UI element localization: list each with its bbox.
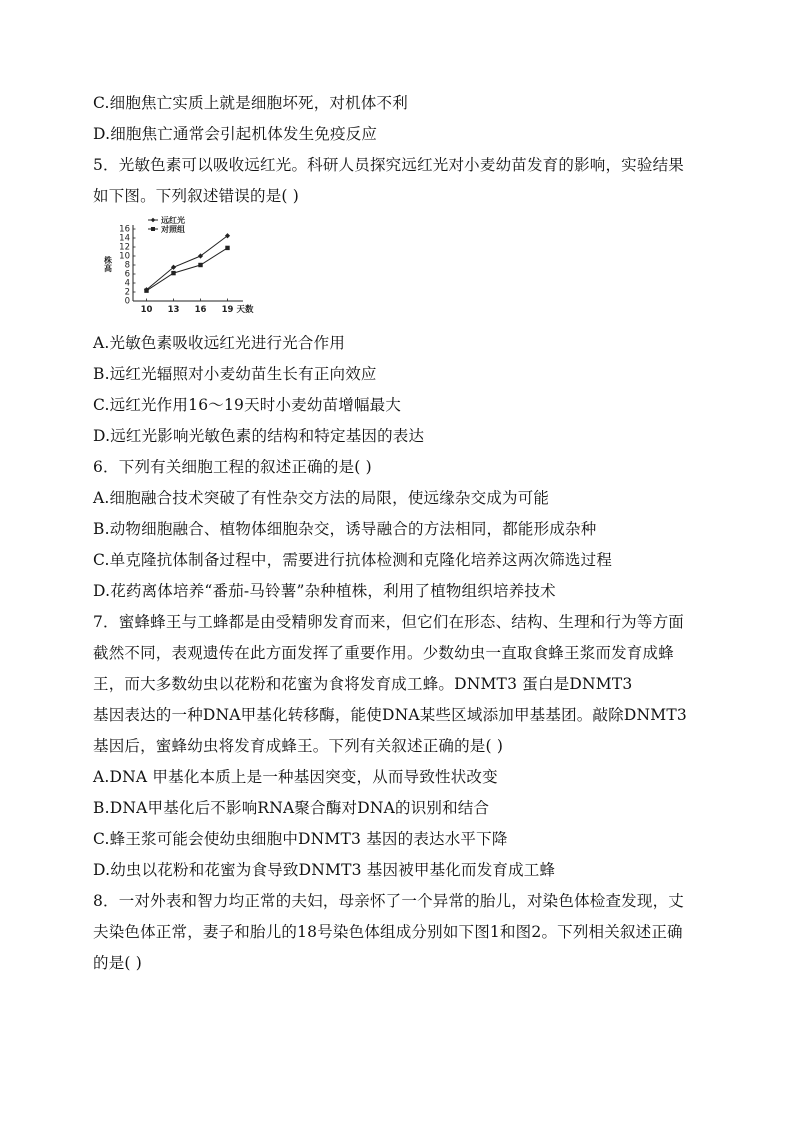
- option-5d: D.远红光影响光敏色素的结构和特定基因的表达: [93, 427, 425, 445]
- option-6a: A.细胞融合技术突破了有性杂交方法的局限，使远缘杂交成为可能: [93, 489, 550, 507]
- growth-chart-svg: [103, 214, 263, 327]
- option-7d: D.幼虫以花粉和花蜜为食导致DNMT3 基因被甲基化而发育成工蜂: [93, 861, 556, 879]
- growth-chart: [93, 214, 713, 327]
- question-5-stem: 5．光敏色素可以吸收远红光。科研人员探究远红光对小麦幼苗发育的影响，实验结果: [93, 156, 684, 174]
- question-7-stem-3: 王，而大多数幼虫以花粉和花蜜为食将发育成工蜂。DNMT3 蛋白是DNMT3: [93, 675, 633, 693]
- series-line-0: [147, 236, 228, 290]
- question-8-stem: 8．一对外表和智力均正常的夫妇，母亲怀了一个异常的胎儿，对染色体检查发现，丈: [93, 892, 684, 910]
- legend-marker-control: [151, 227, 155, 231]
- option-7c: C.蜂王浆可能会使幼虫细胞中DNMT3 基因的表达水平下降: [93, 830, 508, 848]
- x-tick-label: 19: [221, 305, 234, 315]
- legend-label-1: 对照组: [161, 225, 185, 234]
- data-point-control: [144, 288, 148, 292]
- option-5c: C.远红光作用16～19天时小麦幼苗增幅最大: [93, 396, 402, 414]
- question-7-stem: 7．蜜蜂蜂王与工蜂都是由受精卵发育而来，但它们在形态、结构、生理和行为等方面: [93, 613, 684, 631]
- y-tick-label: 10: [119, 251, 130, 262]
- option-4d: D.细胞焦亡通常会引起机体发生免疫反应: [93, 125, 378, 143]
- y-tick-label: 14: [119, 233, 130, 244]
- question-7-stem-5: 基因后，蜜蜂幼虫将发育成蜂王。下列有关叙述正确的是( ): [93, 737, 504, 755]
- y-axis-label: 株高: [103, 256, 113, 272]
- question-page: [93, 88, 713, 979]
- question-8-stem-3: 的是( ): [93, 954, 143, 972]
- option-5a: A.光敏色素吸收远红光进行光合作用: [93, 334, 346, 352]
- y-tick-label: 2: [124, 287, 130, 298]
- option-6d: D.花药离体培养“番茄-马铃薯”杂种植株，利用了植物组织培养技术: [93, 582, 556, 600]
- x-tick-label: 10: [140, 305, 153, 315]
- option-5b: B.远红光辐照对小麦幼苗生长有正向效应: [93, 365, 377, 383]
- question-6-stem: 6．下列有关细胞工程的叙述正确的是( ): [93, 458, 372, 476]
- option-4c: C.细胞焦亡实质上就是细胞坏死，对机体不利: [93, 94, 408, 112]
- y-tick-label: 16: [119, 224, 130, 235]
- x-tick-label: 16: [194, 305, 207, 315]
- option-6b: B.动物细胞融合、植物体细胞杂交，诱导融合的方法相同，都能形成杂种: [93, 520, 597, 538]
- data-point-control: [198, 263, 202, 267]
- y-tick-label: 0: [124, 296, 130, 307]
- y-tick-label: 8: [124, 260, 130, 271]
- option-7b: B.DNA甲基化后不影响RNA聚合酶对DNA的识别和结合: [93, 799, 490, 817]
- question-7-stem-4: 基因表达的一种DNA甲基化转移酶，能使DNA某些区域添加甲基基团。敲除DNMT3: [93, 706, 687, 724]
- data-point-control: [225, 246, 229, 250]
- data-point-control: [171, 271, 175, 275]
- question-5-stem-cont: 如下图。下列叙述错误的是( ): [93, 187, 300, 205]
- x-tick-label: 13: [167, 305, 180, 315]
- legend-label-0: 远红光: [161, 216, 185, 225]
- option-7a: A.DNA 甲基化本质上是一种基因突变，从而导致性状改变: [93, 768, 498, 786]
- x-axis-label: 天数: [236, 305, 254, 315]
- y-tick-label: 4: [124, 278, 130, 289]
- option-6c: C.单克隆抗体制备过程中，需要进行抗体检测和克隆化培养这两次筛选过程: [93, 551, 613, 569]
- series-line-1: [147, 248, 228, 291]
- question-8-stem-2: 夫染色体正常，妻子和胎儿的18号染色体组成分别如下图1和图2。下列相关叙述正确: [93, 923, 683, 941]
- y-tick-label: 12: [119, 242, 130, 253]
- legend-marker-farred: [151, 218, 156, 223]
- question-7-stem-2: 截然不同，表观遗传在此方面发挥了重要作用。少数幼虫一直取食蜂王浆而发育成蜂: [93, 644, 674, 662]
- y-tick-label: 6: [124, 269, 130, 280]
